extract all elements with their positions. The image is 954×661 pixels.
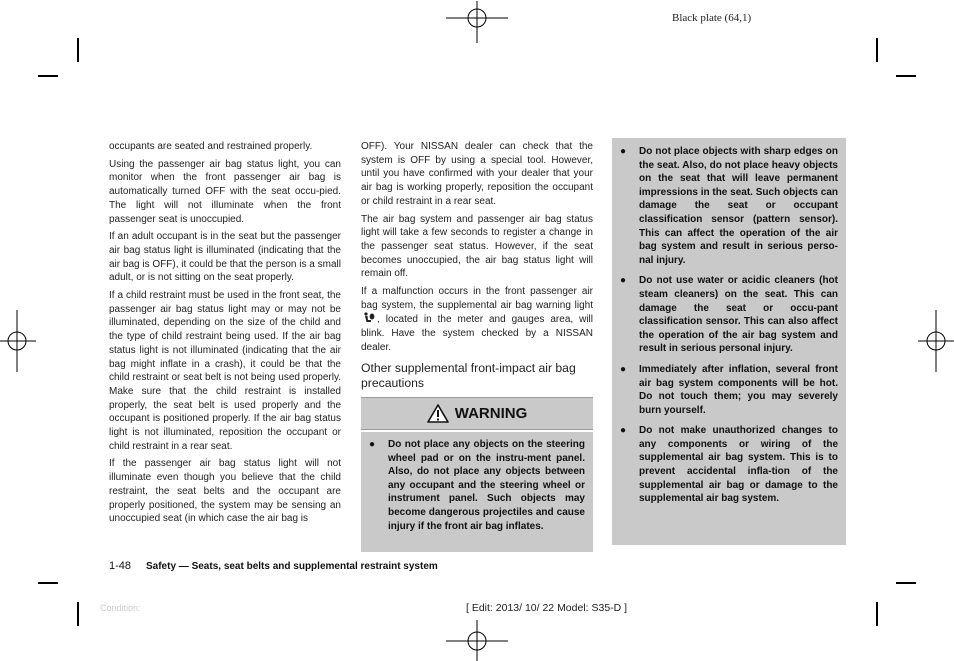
section-footer-title: Safety — Seats, seat belts and supplemental restraint system (146, 561, 438, 572)
list-item (361, 438, 593, 533)
registration-crosshair-icon (918, 310, 954, 372)
section-subheading: Other supplemental front-impact air bag precautions (361, 360, 576, 390)
column-2 (361, 140, 593, 399)
warning-text: Do not place any objects on the steering wheel pad or on the instru-ment panel. Also, do not place any objects between any occupant and the steering wheel or instrument panel. Such objects may become dangerous projectiles and cause injury if the front air bag inflates. (388, 439, 585, 532)
crop-mark (876, 38, 878, 62)
warning-text: Do not make unauthorized changes to any components or wiring of the supplemental air bag system. This is to prevent accidental infla-tion of the supplemental air bag or damage to the supplemental air bag system. (639, 425, 838, 505)
registration-crosshair-icon (446, 620, 508, 661)
list-item (612, 363, 846, 417)
paragraph: If a child restraint must be used in the front seat, the passenger air bag status light may or may not be illuminated, depending on the size of the child and the type of child restraint being used. If the air bag status light is not illuminated (indicating that the air bag might inflate in a crash), it could be that the child restraint or seat belt is not being used properly. Make sure that the child restraint is installed properly, the seat belt is used properly and the occupant is positioned properly. If the air bag status light is not illuminated, reposition the occupant or child restraint in a rear seat. (109, 290, 341, 452)
registration-crosshair-icon (0, 310, 36, 372)
list-item (612, 274, 846, 356)
bullet-icon: ● (369, 439, 376, 450)
plate-label: Black plate (64,1) (672, 12, 752, 24)
bullet-icon: ● (620, 146, 627, 157)
paragraph: OFF). Your NISSAN dealer can check that the system is OFF by using a special tool. However, until you have confirmed with your dealer that your air bag is working properly, reposition the occupant or child restraint in a rear seat. (361, 141, 593, 207)
paragraph: If the passenger air bag status light will not illuminate even though you believe that the child restraint, the seat belts and the occupant are properly positioned, the system may be sensing an unoccupied seat (in which case the air bag is (109, 458, 341, 525)
page-number: 1-48 (109, 560, 132, 572)
warning-text: Do not use water or acidic cleaners (hot steam cleaners) on the seat. This can damage the seat or occu-pant classification sensor. This can also affect the operation of the air bag system and result in serious personal injury. (639, 275, 838, 355)
paragraph: The air bag system and passenger air bag status light will take a few seconds to register a change in the passenger seat status. However, if the seat becomes unoccupied, the air bag status light will remain off. (361, 213, 593, 280)
crop-mark (876, 602, 878, 626)
paragraph-text: If a malfunction occurs in the front passenger air bag system, the supplemental air bag warning light (361, 286, 593, 311)
paragraph: occupants are seated and restrained properly. (109, 141, 313, 152)
paragraph: If an adult occupant is in the seat but the passenger air bag status light is illuminated (indicating that the air bag is OFF), it could be that the person is a small adult, or is not sitting on the seat properly. (109, 231, 341, 284)
crop-mark (77, 602, 79, 626)
warning-box (361, 432, 593, 552)
crop-mark (896, 582, 916, 584)
warning-title: WARNING (454, 405, 528, 422)
condition-label: Condition: (100, 603, 141, 613)
paragraph (361, 285, 593, 355)
list-item (612, 145, 846, 267)
bullet-icon: ● (620, 425, 627, 437)
crop-mark (38, 75, 58, 77)
registration-crosshair-icon (446, 1, 508, 43)
warning-list (612, 138, 846, 506)
paragraph: Using the passenger air bag status light, you can monitor when the front passenger air bag is automatically turned OFF with the seat occu-pied. The light will not illuminate when the front passenger seat is unoccupied. (109, 158, 341, 225)
warning-header (361, 397, 593, 430)
warning-text: Do not place objects with sharp edges on the seat. Also, do not place heavy objects on the seat that will leave permanent impressions in the seat. Such objects can damage the seat or occupant classification sensor (pattern sensor). This can affect the operation of the air bag system and result in serious perso-nal injury. (639, 146, 838, 266)
edit-info: [ Edit: 2013/ 10/ 22 Model: S35-D ] (466, 602, 628, 614)
warning-text: Immediately after inflation, several front air bag system components will be hot. Do not touch them; you may severely burn yourself. (639, 363, 838, 416)
warning-box-continued (612, 138, 846, 545)
warning-triangle-icon (427, 404, 449, 423)
bullet-icon: ● (620, 363, 627, 375)
crop-mark (896, 75, 916, 77)
crop-mark (77, 38, 79, 62)
airbag-warning-light-icon (363, 312, 375, 323)
paragraph-text: , located in the meter and gauges area, will blink. Have the system checked by a NISSAN dealer. (361, 314, 593, 353)
warning-list (361, 432, 593, 533)
column-1 (109, 140, 341, 530)
list-item (612, 424, 846, 506)
crop-mark (38, 582, 58, 584)
bullet-icon: ● (620, 275, 627, 287)
